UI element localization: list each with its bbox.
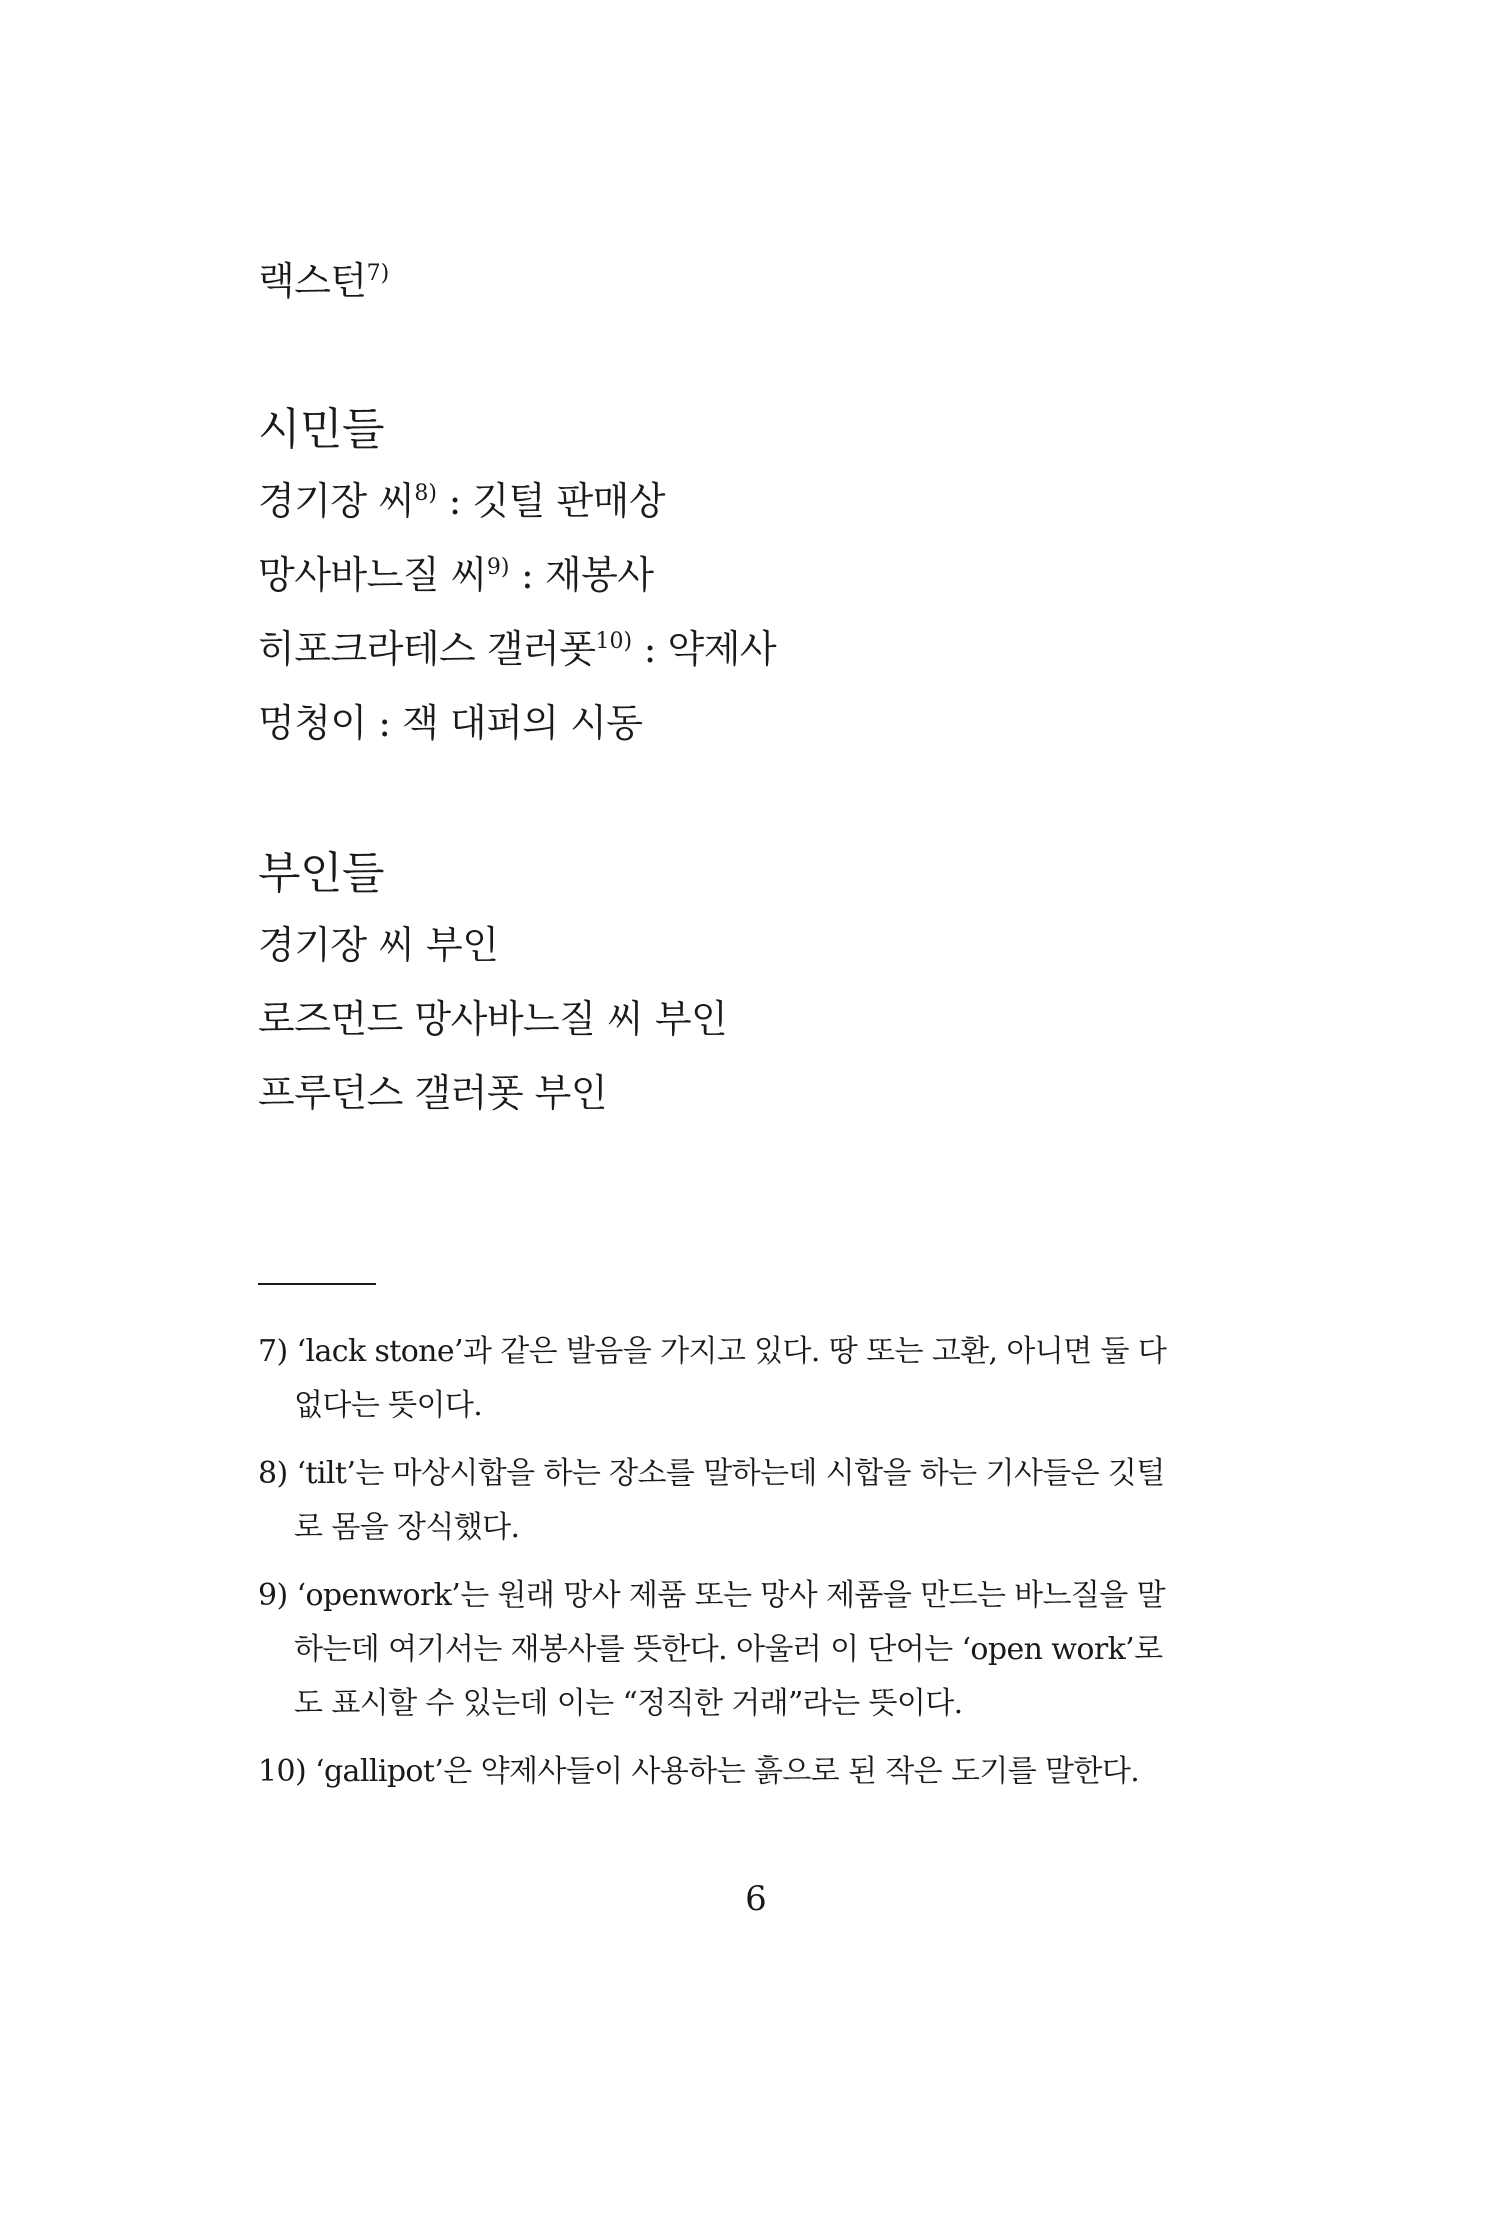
character-entry [258,627,777,671]
footnote-text-line: 로 몸을 장식했다. [294,1510,520,1545]
footnote-ref: 9) [486,555,510,580]
footnote-text-line: 없다는 뜻이다. [294,1388,483,1423]
footnote-number: 10) [258,1754,307,1789]
footnote-text-line: ‘lack stone’과 같은 발음을 가지고 있다. 땅 또는 고환, 아니면 둘 다 [296,1334,1167,1369]
character-name: 랙스턴 [258,259,367,303]
footnote-number: 8) [258,1456,288,1491]
footnote-text-line: ‘tilt’는 마상시합을 하는 장소를 말하는데 시합을 하는 기사들은 깃털 [296,1456,1165,1491]
footnote-ref: 10) [595,629,633,654]
character-role: : 재봉사 [509,553,654,597]
footnote-ref: 8) [414,481,438,506]
footnote-number: 7) [258,1334,288,1369]
character-name: 멍청이 : 잭 대퍼의 시동 [258,701,643,745]
character-name: 망사바느질 씨 [258,553,487,597]
footnote-9 [258,1569,1198,1731]
character-entry [258,553,654,597]
character-entry [258,479,666,523]
character-role: : 약제사 [632,627,777,671]
footnote-number: 9) [258,1578,288,1613]
footnote-divider [258,1283,376,1285]
footnote-7 [258,1325,1198,1433]
footnote-text-line: ‘openwork’는 원래 망사 제품 또는 망사 제품을 만드는 바느질을 말 [296,1578,1165,1613]
section-heading-citizens: 시민들 [258,404,385,455]
character-entry: 로즈먼드 망사바느질 씨 부인 [258,997,728,1041]
footnote-text-line: 도 표시할 수 있는데 이는 “정직한 거래”라는 뜻이다. [294,1686,963,1721]
character-role: : 깃털 판매상 [437,479,666,523]
footnote-10 [258,1745,1198,1799]
character-name: 경기장 씨 [258,479,415,523]
character-name: 히포크라테스 갤러폿 [258,627,596,671]
footnote-8 [258,1447,1198,1555]
section-heading-wives: 부인들 [258,848,385,899]
character-entry: 프루던스 갤러폿 부인 [258,1071,608,1115]
footnote-text-line: 하는데 여기서는 재봉사를 뜻한다. 아울러 이 단어는 ‘open work’로 [294,1632,1163,1667]
character-entry: 경기장 씨 부인 [258,923,499,967]
page-number: 6 [745,1879,767,1919]
footnote-text-line: ‘gallipot’은 약제사들이 사용하는 흙으로 된 작은 도기를 말한다. [315,1754,1140,1789]
footnote-ref: 7) [366,261,390,286]
character-entry [258,701,643,745]
character-lackstone [258,259,390,303]
